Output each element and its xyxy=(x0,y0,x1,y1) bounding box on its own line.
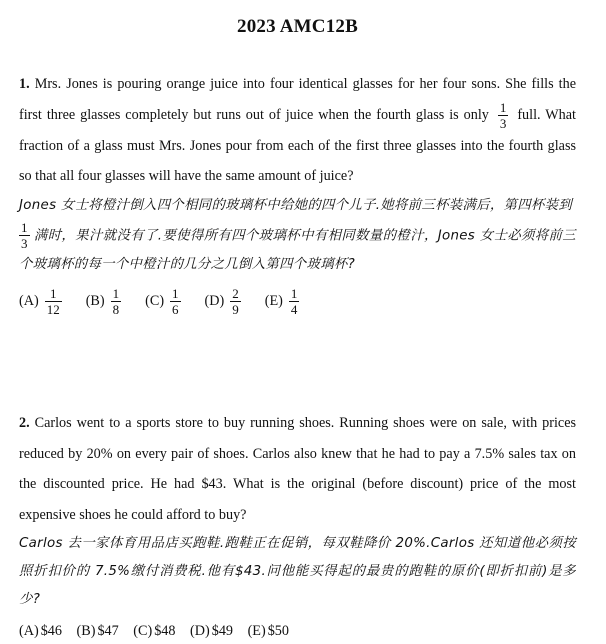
choice-b xyxy=(77,618,119,644)
fraction-denominator: 8 xyxy=(112,302,120,318)
choice-fraction xyxy=(170,286,181,317)
choice-label: (C) xyxy=(133,623,153,639)
fraction-denominator: 3 xyxy=(21,235,28,251)
problem-1-english xyxy=(19,69,576,192)
choice-e xyxy=(265,286,304,317)
fraction-denominator: 3 xyxy=(499,115,507,131)
choice-fraction xyxy=(230,286,241,317)
fraction-numerator: 1 xyxy=(172,286,179,302)
problem-1-zh-text-b: 满时，果汁就没有了.要使得所有四个玻璃杯中有相同数量的橙汁，Jones 女士必须将前三个玻璃杯的每一个中橙汁的几分之几倒入第四个玻璃杯? xyxy=(19,228,576,272)
problem-2-text: Carlos went to a sports store to buy running shoes. Running shoes were on sale, with prices reduced by 20% on every pair of shoes. Carlos also knew that he had to pay a 7.5% sales tax on the discounted price. He had $43. What is the original (before discount) price of the most expensive shoes he could afford to buy? xyxy=(19,415,577,523)
choice-fraction xyxy=(289,286,300,317)
problem-1-chinese xyxy=(19,192,576,279)
fraction-numerator: 1 xyxy=(45,286,62,302)
choice-label: (A) xyxy=(19,293,39,310)
problem-2-number: 2. xyxy=(19,415,30,431)
choice-label: (B) xyxy=(76,623,96,639)
problem-1-text-a: Mrs. Jones is pouring orange juice into four identical glasses for her four sons. She fills the first three glasses completely but runs out of juice when the fourth glass is only xyxy=(19,76,576,123)
fraction-denominator: 6 xyxy=(172,302,179,318)
choice-a xyxy=(19,618,62,644)
choice-fraction xyxy=(45,286,62,317)
choice-c xyxy=(133,618,175,644)
fraction-numerator: 1 xyxy=(21,219,28,235)
choice-value: $47 xyxy=(97,623,119,639)
fraction-numerator: 1 xyxy=(112,286,120,302)
choice-value: $50 xyxy=(267,623,289,639)
choice-label: (D) xyxy=(190,623,210,639)
choice-label: (C) xyxy=(145,293,165,310)
choice-d xyxy=(205,286,245,317)
fraction-denominator: 4 xyxy=(290,302,298,318)
fraction-denominator: 12 xyxy=(46,302,60,318)
choice-label: (E) xyxy=(264,293,283,310)
problem-1-zh-text-a: Jones 女士将橙汁倒入四个相同的玻璃杯中给她的四个儿子.她将前三杯装满后，第四杯装到 xyxy=(19,197,573,213)
choice-c xyxy=(145,286,184,317)
problem-1 xyxy=(19,69,576,321)
fraction-denominator: 9 xyxy=(232,302,239,318)
choice-d xyxy=(190,618,233,644)
problem-1-choices xyxy=(19,283,576,321)
choice-label: (A) xyxy=(19,623,39,639)
fraction-numerator: 2 xyxy=(232,286,239,302)
problem-1-text-b: full. What fraction of a glass must Mrs. Jones pour from each of the first three glasses into the fourth glass so that all four glasses will have the same amount of juice? xyxy=(19,106,576,185)
choice-value: $48 xyxy=(154,623,176,639)
choice-value: $46 xyxy=(40,623,62,639)
choice-e xyxy=(248,618,289,644)
problem-1-zh-fraction xyxy=(19,220,30,251)
choice-fraction xyxy=(111,286,122,317)
problem-2-choices xyxy=(19,618,576,644)
choice-value: $49 xyxy=(211,623,234,639)
choice-b xyxy=(86,286,125,317)
problem-1-number: 1. xyxy=(19,76,30,92)
page-title: 2023 AMC12B xyxy=(237,16,358,37)
problem-2-chinese: Carlos 去一家体育用品店买跑鞋.跑鞋正在促销，每双鞋降价 20%.Carlos 还知道他必须按照折扣价的 7.5%缴付消费税.他有$43.问他能买得起的最贵的跑鞋的原价(即折扣前)是多少? xyxy=(19,536,576,607)
problem-1-fraction xyxy=(498,100,509,131)
problem-2 xyxy=(19,408,576,644)
choice-label: (B) xyxy=(85,293,105,310)
fraction-numerator: 1 xyxy=(499,99,507,115)
choice-label: (E) xyxy=(247,623,266,639)
choice-label: (D) xyxy=(204,293,225,310)
fraction-numerator: 1 xyxy=(290,286,298,302)
choice-a xyxy=(19,286,66,317)
problem-2-english xyxy=(19,408,576,530)
